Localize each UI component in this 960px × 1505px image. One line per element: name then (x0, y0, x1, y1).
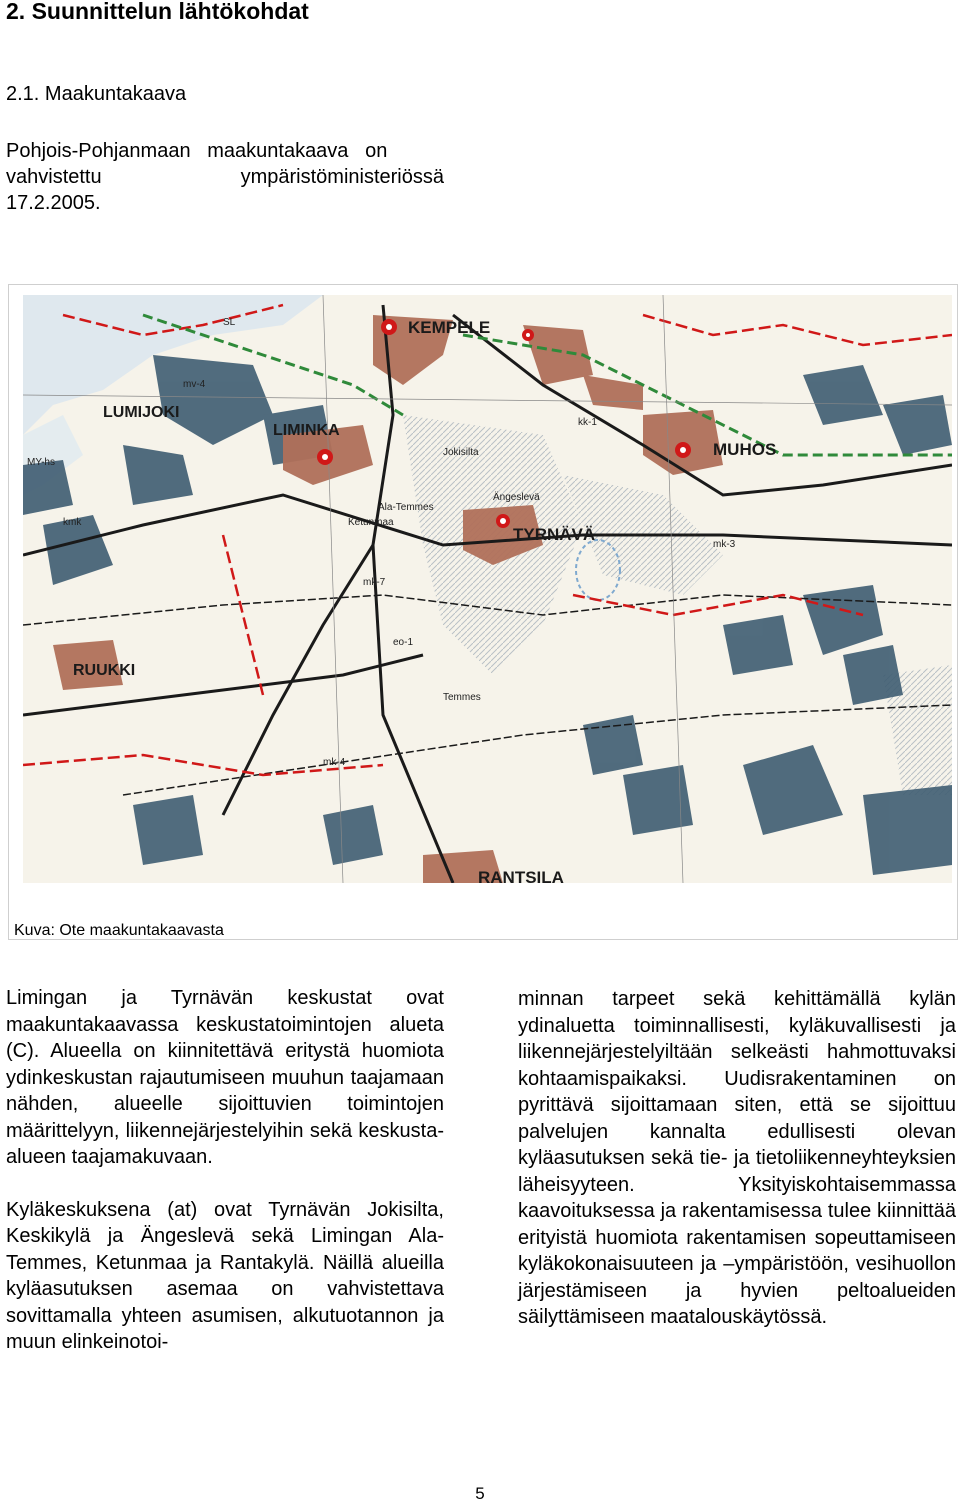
figure-caption: Kuva: Ote maakuntakaavasta (14, 922, 224, 939)
left-paragraph-1: Limingan ja Tyrnävän keskustat ovat maakuntakaavassa keskustatoimintojen alueta (C). Alueella on kiinnitettävä eritystä huomiota ydinkeskustan rajautumiseen muuhun taajamaan nähden, alueelle sijoittuvien toimintojen määrittelyyn, liikennejärjestelyihin sekä keskusta-alueen taajamakuvaan. (6, 987, 444, 1168)
subsection-heading: 2.1. Maakuntakaava (6, 83, 187, 105)
map-label-kmk: kmk (63, 517, 82, 528)
map-label-kempele: KEMPELE (408, 318, 491, 337)
map-label-ketunmaa: Ketunmaa (348, 517, 394, 528)
map-label-rantsila: RANTSILA (478, 868, 564, 883)
left-paragraph-2: Kyläkeskuksena (at) ovat Tyrnävän Jokisilta, Keskikylä ja Ängeslevä sekä Limingan Ala-Temmes, Ketunmaa ja Rantakylä. Näillä alueilla kyläasutuksen asemaa on vahvistettava sovittamalla yhteen asumisen, alkutuotannon ja muun elinkeinotoi- (6, 1198, 444, 1353)
map-label-sl: SL (223, 317, 236, 328)
map-label-angesleva: Ängeslevä (493, 492, 540, 503)
map-figure (8, 284, 958, 940)
map-label-mk4: mk-4 (323, 757, 346, 768)
map-label-temmes: Temmes (443, 692, 481, 703)
intro-line-3: 17.2.2005. (6, 192, 101, 214)
right-paragraph-1: minnan tarpeet sekä kehittämällä kylän ydinaluetta toiminnallisesti, kyläkuvallisesti ja liikennejärjestelyiltään selkeästi hahmottuvaksi kohtaamispaikaksi. Uudisrakentaminen on pyrittävä sijoittamaan siten, että se sijoittuu palvelujen kannalta edullisesti olevan kyläasutuksen sekä tie- ja tietoliikenneyhteyksien läheisyyteen. Yksityiskohtaisemmassa kaavoituksessa ja rakentamisessa tulee kiinnittää erityistä huomiota rakentamisen sopeuttamiseen kyläkokonaisuuteen ja –ympäristöön, vesihuollon järjestämiseen ja hyvien peltoalueiden säilyttämiseen maatalouskäytössä. (518, 988, 956, 1328)
map-label-mk3: mk-3 (713, 539, 736, 550)
section-heading: 2. Suunnittelun lähtökohdat (6, 0, 309, 24)
map-label-jokisilta: Jokisilta (443, 447, 479, 458)
map-label-ruukki: RUUKKI (73, 662, 136, 679)
map-label-mk7: mk-7 (363, 577, 386, 588)
left-column (6, 985, 444, 1356)
regional-plan-map (23, 295, 952, 883)
map-label-muhos: MUHOS (713, 440, 777, 459)
map-label-lumijoki: LUMIJOKI (103, 404, 180, 421)
map-label-my-hs: MY-hs (27, 457, 55, 468)
intro-line-2-left: vahvistettu (6, 166, 102, 188)
map-label-eo1: eo-1 (393, 637, 414, 648)
right-column (518, 986, 956, 1331)
intro-line-1-text: Pohjois-Pohjanmaan maakuntakaava on (6, 140, 388, 162)
map-label-liminka: LIMINKA (273, 422, 340, 439)
map-label-mv4: mv-4 (183, 379, 206, 390)
page-number: 5 (475, 1484, 485, 1503)
map-label-tyrnava: TYRNÄVÄ (513, 525, 596, 544)
intro-line-1 (6, 138, 444, 164)
intro-paragraph (6, 138, 444, 216)
map-label-kk1: kk-1 (578, 417, 597, 428)
intro-line-2 (6, 164, 444, 190)
intro-line-2-right: ympäristöministeriössä (240, 166, 444, 188)
map-label-ala-temmes: Ala-Temmes (378, 502, 434, 513)
